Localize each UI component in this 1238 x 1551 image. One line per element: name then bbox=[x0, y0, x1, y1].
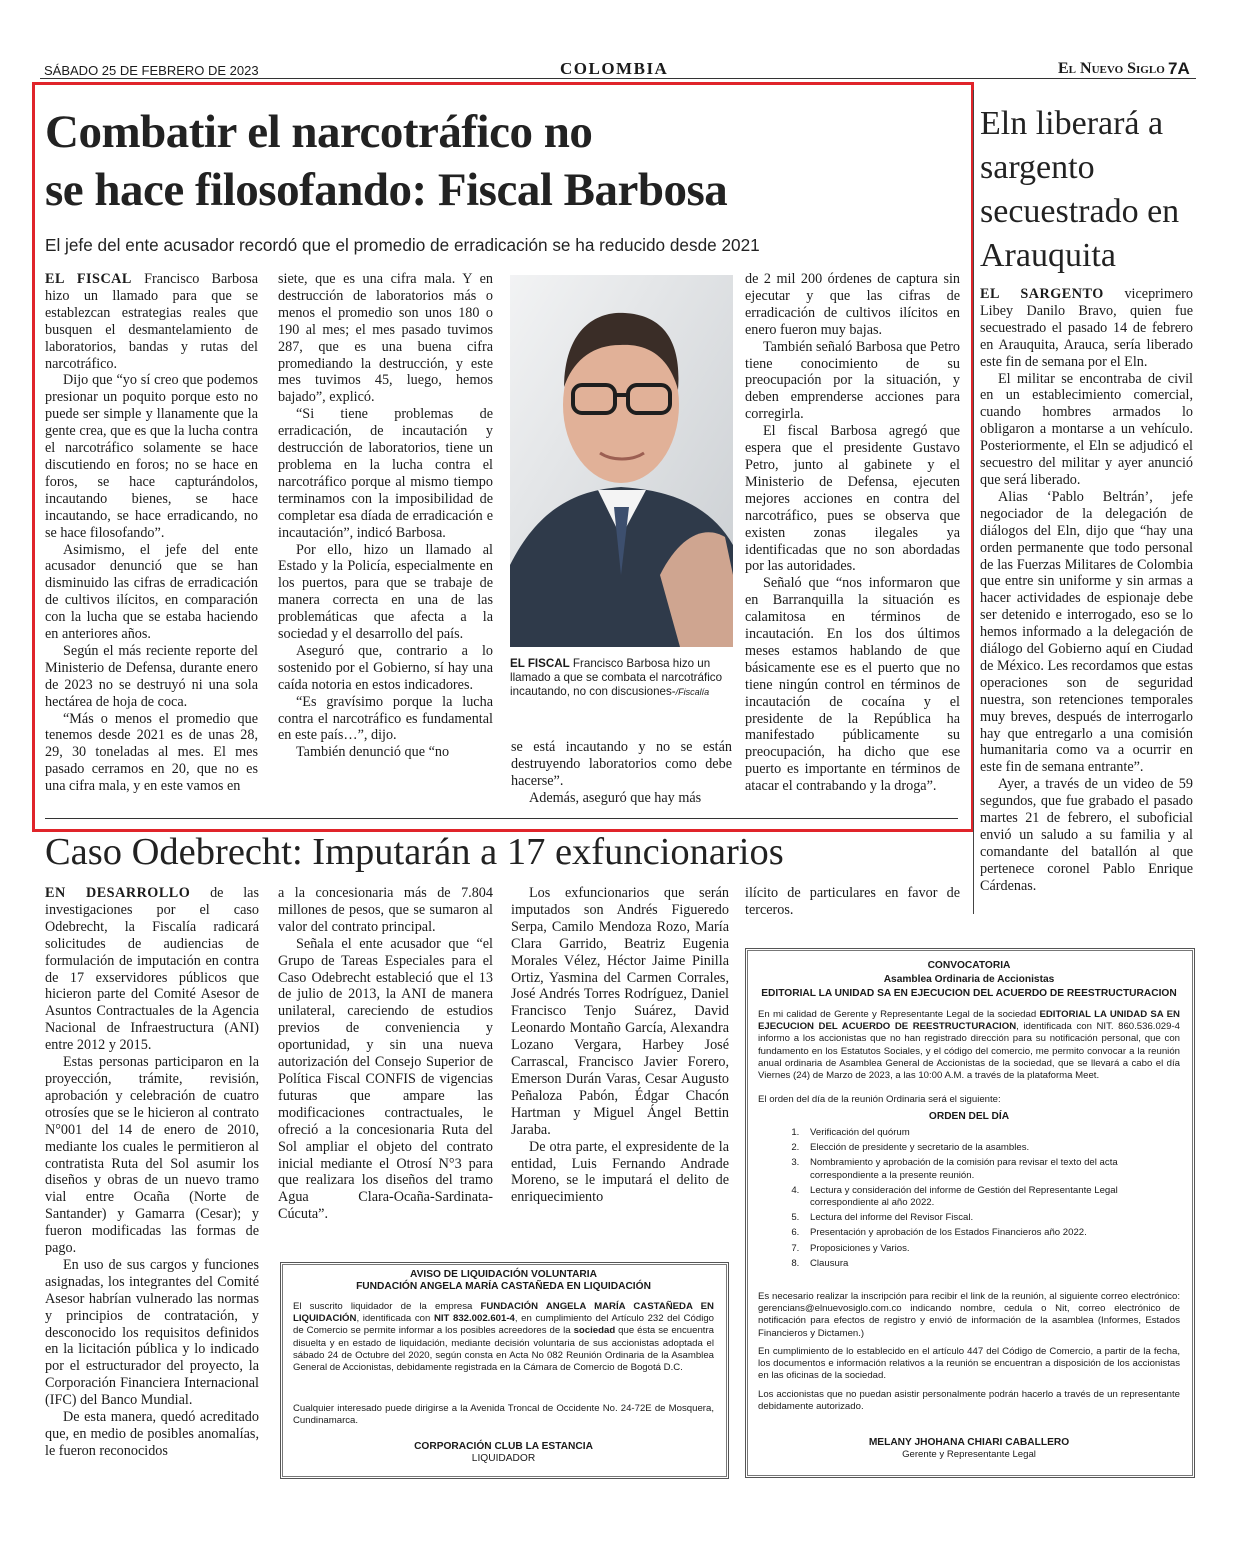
notice-contact: Cualquier interesado puede dirigirse a la Avenida Troncal de Occidente No. 24-72E de Mosquera, Cundinamarca. bbox=[293, 1403, 714, 1427]
agenda-item: 1. Verificación del quórum bbox=[802, 1127, 1180, 1139]
photo-credit: /Fiscalía bbox=[675, 687, 710, 698]
paragraph: De esta manera, quedó acreditado que, en medio de posibles anomalías, le fueron reconocidos bbox=[45, 1409, 259, 1459]
main-lead: EL FISCAL bbox=[45, 271, 132, 287]
paragraph: Dijo que “yo sí creo que podemos presionar un poquito porque esto no puede ser simple y llanamente que la gente crea, que es que la lucha contra el narcotráfico solamente se hace discutiendo en foros; no se hace en foros, se hace capturándolos, incautando bienes, se hace incautando, se hace erradicando, no se hace filosofando”. bbox=[45, 372, 258, 541]
notice-signer: CORPORACIÓN CLUB LA ESTANCIA bbox=[414, 1441, 593, 1452]
paragraph: También denunció que “no bbox=[296, 744, 450, 761]
main-article-col3-tail bbox=[511, 739, 732, 807]
liquidation-notice bbox=[280, 1262, 729, 1479]
masthead-paper: El Nuevo Siglo bbox=[1058, 60, 1165, 77]
documents-paragraph: En cumplimiento de lo establecido en el artículo 447 del Código de Comercio, a partir de la fecha, los documentos e información relativos a la reunión se encuentran a disposición de los accionistas en las oficinas de la sociedad. bbox=[758, 1346, 1180, 1382]
convocation-subtitle: Asamblea Ordinaria de Accionistas bbox=[883, 974, 1055, 985]
masthead-section: COLOMBIA bbox=[560, 59, 669, 78]
agenda-item: 6. Presentación y aprobación de los Estados Financieros año 2022. bbox=[802, 1227, 1180, 1239]
odebrecht-col4 bbox=[745, 885, 960, 919]
masthead-rule bbox=[40, 78, 1196, 79]
registration-paragraph: Es necesario realizar la inscripción para recibir el link de la reunión, al siguiente correo electrónico: gerencians@elnuevosiglo.com.co indicando nombre, cedula o Nit, correo electrónico de notificación para efectos de registro y envió de información de la asamblea (Informes, Estados Financieros y Dictamen.) bbox=[758, 1291, 1180, 1339]
odebrecht-col2 bbox=[278, 885, 493, 1223]
paragraph: Asimismo, el jefe del ente acusador denunció que se han disminuido las cifras de erradicación de cultivos ilícitos, en comparación con la lucha que se estaba haciendo en anteriores años. bbox=[45, 541, 258, 643]
side-lead: EL SARGENTO bbox=[980, 286, 1104, 302]
main-article-bottom-rule bbox=[45, 818, 958, 819]
paragraph: De otra parte, el expresidente de la entidad, Luis Fernando Andrade Moreno, se le imputará el delito de enriquecimiento bbox=[511, 1138, 729, 1206]
proxy-paragraph: Los accionistas que no puedan asistir personalmente podrán hacerlo a través de un representante debidamente autorizado. bbox=[758, 1389, 1180, 1413]
paragraph: Además, aseguró que hay más bbox=[529, 789, 702, 806]
paragraph: se está incautando y no se están destruyendo laboratorios como debe hacerse”. bbox=[511, 739, 732, 789]
odebrecht-headline: Caso Odebrecht: Imputarán a 17 exfuncionarios bbox=[45, 831, 784, 873]
paragraph: Estas personas participaron en la proyección, trámite, revisión, aprobación y celebración de cuatro otrosíes que se le hicieron al contrato N°001 del 14 de enero de 2010, mediante los cuales le permitieron al contratista Ruta del Sol asumir los diseños y obras de un nuevo tramo vial entre Ocaña (Norte de Santander) y Gamarra (Cesar); y fueron modificadas las formas de pago. bbox=[45, 1054, 259, 1257]
notice-subtitle: FUNDACIÓN ANGELA MARÍA CASTAÑEDA EN LIQUIDACIÓN bbox=[356, 1281, 651, 1292]
paragraph: Señala el ente acusador que “el Grupo de Tareas Especiales para el Caso Odebrecht estableció que el 13 de julio de 2013, la ANI de manera unilateral, careciendo de estudios previos de conveniencia y oportunidad, y sin una nueva autorización del Consejo Superior de Política Fiscal CONFIS de vigencias futuras que ampare las modificaciones contractuales, le ofreció a la concesionaria Ruta del Sol ampliar el objeto del contrato inicial mediante el Otrosí N°3 para que realizara los diseños del tramo Agua Clara-Ocaña-Sardinata-Cúcuta”. bbox=[278, 935, 493, 1223]
notice-title: AVISO DE LIQUIDACIÓN VOLUNTARIA bbox=[410, 1269, 597, 1280]
agenda-item: 2. Elección de presidente y secretario de la asambles. bbox=[802, 1142, 1180, 1154]
side-headline: Eln liberará a sargento secuestrado en Arauquita bbox=[980, 105, 1180, 274]
agenda-item: 3. Nombramiento y aprobación de la comisión para revisar el texto del acta correspondiente a la presente reunión. bbox=[802, 1157, 1180, 1181]
signer-role: Gerente y Representante Legal bbox=[902, 1449, 1036, 1461]
paragraph: ilícito de particulares en favor de terceros. bbox=[745, 885, 960, 918]
masthead-page-number: 7A bbox=[1168, 59, 1190, 78]
paragraph: Alias ‘Pablo Beltrán’, jefe negociador de la delegación de diálogos del Eln, dijo que “hay una orden permanente que todo personal de las Fuerzas Militares de Colombia que entre sin uniforme y sin armas a hacer actividades de espionaje debe ser detenido e interrogado, eso se lo hemos informado a la delegación de diálogo del Gobierno aquí en Ciudad de México. Les recordamos que estas operaciones son de seguridad nuestra, son retenciones temporales muy breves, después de interrogarlo hay que entregarlo a una comisión humanitaria como va a ocurrir en este fin de semana entrante”. bbox=[980, 488, 1193, 776]
notice-signer-role: LIQUIDADOR bbox=[471, 1453, 536, 1465]
paragraph: Aseguró que, contrario a lo sostenido por el Gobierno, sí hay una caída notoria en estos indicadores. bbox=[278, 642, 493, 693]
convocation-intro: En mi calidad de Gerente y Representante Legal de la sociedad EDITORIAL LA UNIDAD SA EN EJECUCION DEL ACUERDO DE REESTRUCTURACION, identificada con NIT. 860.536.029-4 informo a los accionistas que no han registrado dirección para su notificación personal, que con fundamento en los Estatutos Sociales, y el código del comercio, me permito convocar a la reunión anual ordinaria de Asamblea General de Accionistas de la sociedad, que se llevará a cabo el día Viernes (24) de Marzo de 2023, a las 10:00 A.M. a través de la plataforma Meet. bbox=[758, 1009, 1180, 1082]
photo-caption: EL FISCAL Francisco Barbosa hizo un llamado a que se combata el narcotráfico incautando, no con discusiones-/Fiscalía bbox=[510, 657, 723, 699]
agenda-list bbox=[758, 1123, 1180, 1276]
agenda-item: 8. Clausura bbox=[802, 1258, 1180, 1270]
convocation-title: CONVOCATORIA bbox=[927, 960, 1011, 971]
main-headline-line2: se hace filosofando: Fiscal Barbosa bbox=[45, 164, 728, 216]
main-headline-line1: Combatir el narcotráfico no bbox=[45, 106, 593, 158]
paragraph: También señaló Barbosa que Petro tiene conocimiento de su preocupación por la situación, y deben emprenderse acciones para corregirla. bbox=[745, 338, 960, 423]
paragraph: Señaló que “nos informaron que en Barranquilla la situación es calamitosa en términos de incautación. En los dos últimos meses estamos hablando de que básicamente ese es el puerto que no tiene ningún control en términos de incautación de cocaína y el presidente de la República ha manifestado públicamente su preocupación, ha dicho que ese puerto es importante en términos de atacar el contrabando y la droga”. bbox=[745, 575, 960, 795]
side-column-divider bbox=[973, 90, 974, 914]
paragraph: siete, que es una cifra mala. Y en destrucción de laboratorios más o menos el promedio son unos 180 o 190 al mes; el mes pasado tuvimos 287, que es una buena cifra promediando la destrucción, y este mes tuvimos 45, luego, hemos bajado”, explicó. bbox=[278, 271, 493, 406]
agenda-title: ORDEN DEL DÍA bbox=[928, 1111, 1010, 1122]
main-article-col1: EL FISCAL Francisco Barbosa hizo un llamado para que se establezcan estrategias reales que busquen el desmantelamiento de laboratorios, bandas y rutas del narcotráfico. Dijo que “yo sí creo que podemos presionar un poquito porque esto no puede ser simple y llanamente que la gente crea, que es que la lucha contra el narcotráfico solamente se hace discutiendo en foros; no se hace en foros, se hace capturándolos, incautando bienes, se hace incautando, se hace erradicando, no se hace filosofando”. Asimismo, el jefe del ente acusador denunció que se han disminuido las cifras de erradicación de cultivos ilícitos, en comparación con la lucha que se estaba haciendo en anteriores años. Según el más reciente reporte del Ministerio de Defensa, durante enero de 2023 no se destruyó ni una sola hectárea de hoja de coca. “Más o menos el promedio que tenemos desde 2021 es de unas 28, 29, 30 toneladas al mes. El mes pasado cerramos en 20, que no es una cifra mala, y en este vamos en bbox=[45, 271, 258, 795]
portrait-illustration bbox=[510, 275, 733, 647]
paragraph: Por ello, hizo un llamado al Estado y la Policía, especialmente en los puertos, para que se trabaje de manera correcta en una de las problemáticas que afecta a la sociedad y el desarrollo del país. bbox=[278, 541, 493, 643]
paragraph: de 2 mil 200 órdenes de captura sin ejecutar y que las cifras de erradicación de cultivos ilícitos en enero fueron muy bajas. bbox=[745, 271, 960, 338]
notice-body: El suscrito liquidador de la empresa FUNDACIÓN ANGELA MARÍA CASTAÑEDA EN LIQUIDACIÓN, identificada con NIT 832.002.601-4, en cumplimiento del Artículo 232 del Código de Comercio se permite informar a los posibles acreedores de la sociedad que ésta se encuentra disuelta y en estado de liquidación, mediante decisión voluntaria de sus accionistas adoptada el sábado 24 de Octubre del 2020, según consta en Acta No 082 Reunión Ordinaria de la Asamblea General de Accionistas, debidamente registrada en la Cámara de Comercio de Bogotá D.C. bbox=[293, 1301, 714, 1374]
main-subtitle: El jefe del ente acusador recordó que el promedio de erradicación se ha reducido desde 2021 bbox=[45, 235, 760, 255]
paragraph: El fiscal Barbosa agregó que espera que el presidente Gustavo Petro, junto al gabinete y el Ministerio de Defensa, ejecuten mejores acciones en contra del narcotráfico, pues se observa que existen zonas ilegales ya identificadas que no son abordadas por las autoridades. bbox=[745, 423, 960, 575]
signer-name: MELANY JHOHANA CHIARI CABALLERO bbox=[868, 1437, 1070, 1448]
paragraph: “Si tiene problemas de erradicación, de incautación y destrucción de laboratorios, tiene un problema en la lucha contra el narcotráfico porque al mismo tiempo terminamos con la imposibilidad de completar esa díada de erradicación e incautación”, indicó Barbosa. bbox=[278, 406, 493, 541]
paragraph: El militar se encontraba de civil en un establecimiento comercial, cuando hombres armados lo obligaron a montarse a un vehículo. Posteriormente, el Eln se adjudicó el secuestro del militar y ayer anunció que será liberado. bbox=[980, 370, 1193, 488]
agenda-item: 4. Lectura y consideración del informe de Gestión del Representante Legal correspondiente al año 2022. bbox=[802, 1185, 1180, 1209]
shareholders-convocation bbox=[745, 948, 1195, 1478]
paragraph: a la concesionaria más de 7.804 millones de pesos, que se sumaron al valor del contrato principal. bbox=[278, 885, 493, 935]
agenda-item: 7. Proposiciones y Varios. bbox=[802, 1243, 1180, 1255]
paragraph: “Es gravísimo porque la lucha contra el narcotráfico es fundamental en este país…”, dijo. bbox=[278, 693, 493, 744]
caption-lead: EL FISCAL bbox=[510, 657, 570, 670]
main-article-col4 bbox=[745, 271, 960, 795]
paragraph: Ayer, a través de un video de 59 segundos, que fue grabado el pasado martes 21 de febrero, el suboficial envió un saludo a su familia y al comandante del batallón al que pertenece coronel Pablo Enrique Cárdenas. bbox=[980, 776, 1193, 894]
agenda-item: 5. Lectura del informe del Revisor Fiscal. bbox=[802, 1212, 1180, 1224]
agenda-intro: El orden del día de la reunión Ordinaria será el siguiente: bbox=[758, 1094, 1001, 1105]
main-article-col2 bbox=[278, 271, 493, 761]
fiscal-photo bbox=[510, 275, 733, 647]
masthead-date: SÁBADO 25 DE FEBRERO DE 2023 bbox=[44, 63, 259, 78]
paragraph: En uso de sus cargos y funciones asignadas, los integrantes del Comité Asesor habrían vulnerado las normas y principios de contratación, y desconocido los requisitos definidos en la licitación pública y lo indicado por el estructurador del proyecto, la Corporación Financiera Internacional (IFC) del Banco Mundial. bbox=[45, 1256, 259, 1409]
odebrecht-col1: EN DESARROLLO de las investigaciones por el caso Odebrecht, la Fiscalía radicará solicitudes de audiencias de formulación de imputación en contra de 17 exservidores públicos que hicieron parte del Comité Asesor de Asuntos Contractuales de la Agencia Nacional de Infraestructura (ANI) entre 2012 y 2015. Estas personas participaron en la proyección, trámite, revisión, aprobación y celebración de cuatro otrosíes que se le hicieron al contrato N°001 del 14 de enero de 2010, mediante los cuales le permitieron al contratista Ruta del Sol asumir los diseños y obras de un nuevo tramo vial entre Ocaña (Norte de Santander) y Gamarra (Cesar); y fueron modificadas las formas de pago. En uso de sus cargos y funciones asignadas, los integrantes del Comité Asesor habrían vulnerado las normas y principios de contratación, y desconocido los requisitos definidos en la licitación pública y lo indicado por el estructurador del proyecto, la Corporación Financiera Internacional (IFC) del Banco Mundial. De esta manera, quedó acreditado que, en medio de posibles anomalías, le fueron reconocidos bbox=[45, 885, 259, 1459]
paragraph: “Más o menos el promedio que tenemos desde 2021 es de unas 28, 29, 30 toneladas al mes. El mes pasado cerramos en 20, que no es una cifra mala, y en este vamos en bbox=[45, 710, 258, 795]
paragraph: Los exfuncionarios que serán imputados son Andrés Figueredo Serpa, Camilo Mendoza Rozo, María Clara Garrido, Beatriz Eugenia Morales Vélez, Héctor Jaime Pinilla Ortiz, Yasmina del Carmen Corrales, José Andrés Torres Rodríguez, Daniel Francisco Tenjo Suárez, David Leonardo Montaño García, Alexandra Lozano Vergara, Harbey José Carrascal, Francisco Javier Forero, Emerson Durán Varas, Cesar Augusto Peñaloza Pabón, Édgar Chacón Hartman y Miguel Ángel Bettin Jaraba. bbox=[511, 885, 729, 1138]
convocation-company: EDITORIAL LA UNIDAD SA EN EJECUCION DEL ACUERDO DE REESTRUCTURACION bbox=[761, 988, 1177, 999]
odebrecht-col3 bbox=[511, 885, 729, 1206]
side-article-body: EL SARGENTO viceprimero Libey Danilo Bravo, quien fue secuestrado el pasado 14 de febrero en Arauquita, Arauca, sería liberado este fin de semana por el Eln. El militar se encontraba de civil en un establecimiento comercial, cuando hombres armados lo obligaron a montarse a un vehículo. Posteriormente, el Eln se adjudicó el secuestro del militar y ayer anunció que será liberado. Alias ‘Pablo Beltrán’, jefe negociador de la delegación de diálogos del Eln, dijo que “hay una orden permanente que todo personal de las Fuerzas Militares de Colombia que entre sin uniforme y sin armas a hacer actividades de espionaje debe ser detenido e interrogado, eso se lo hemos informado a la delegación de diálogo del Gobierno aquí en Ciudad de México. Les recordamos que estas operaciones son de seguridad nuestra, son retenciones temporales muy breves, después de interrogarlo hay que entregarlo a una comisión humanitaria como va a ocurrir en este fin de semana entrante”. Ayer, a través de un video de 59 segundos, que fue grabado el pasado martes 21 de febrero, el suboficial envió un saludo a su familia y al comandante del batallón al que pertenece coronel Pablo Enrique Cárdenas. bbox=[980, 286, 1193, 894]
odebrecht-lead: EN DESARROLLO bbox=[45, 885, 191, 901]
paragraph: Según el más reciente reporte del Ministerio de Defensa, durante enero de 2023 no se destruyó ni una sola hectárea de hoja de coca. bbox=[45, 642, 258, 710]
